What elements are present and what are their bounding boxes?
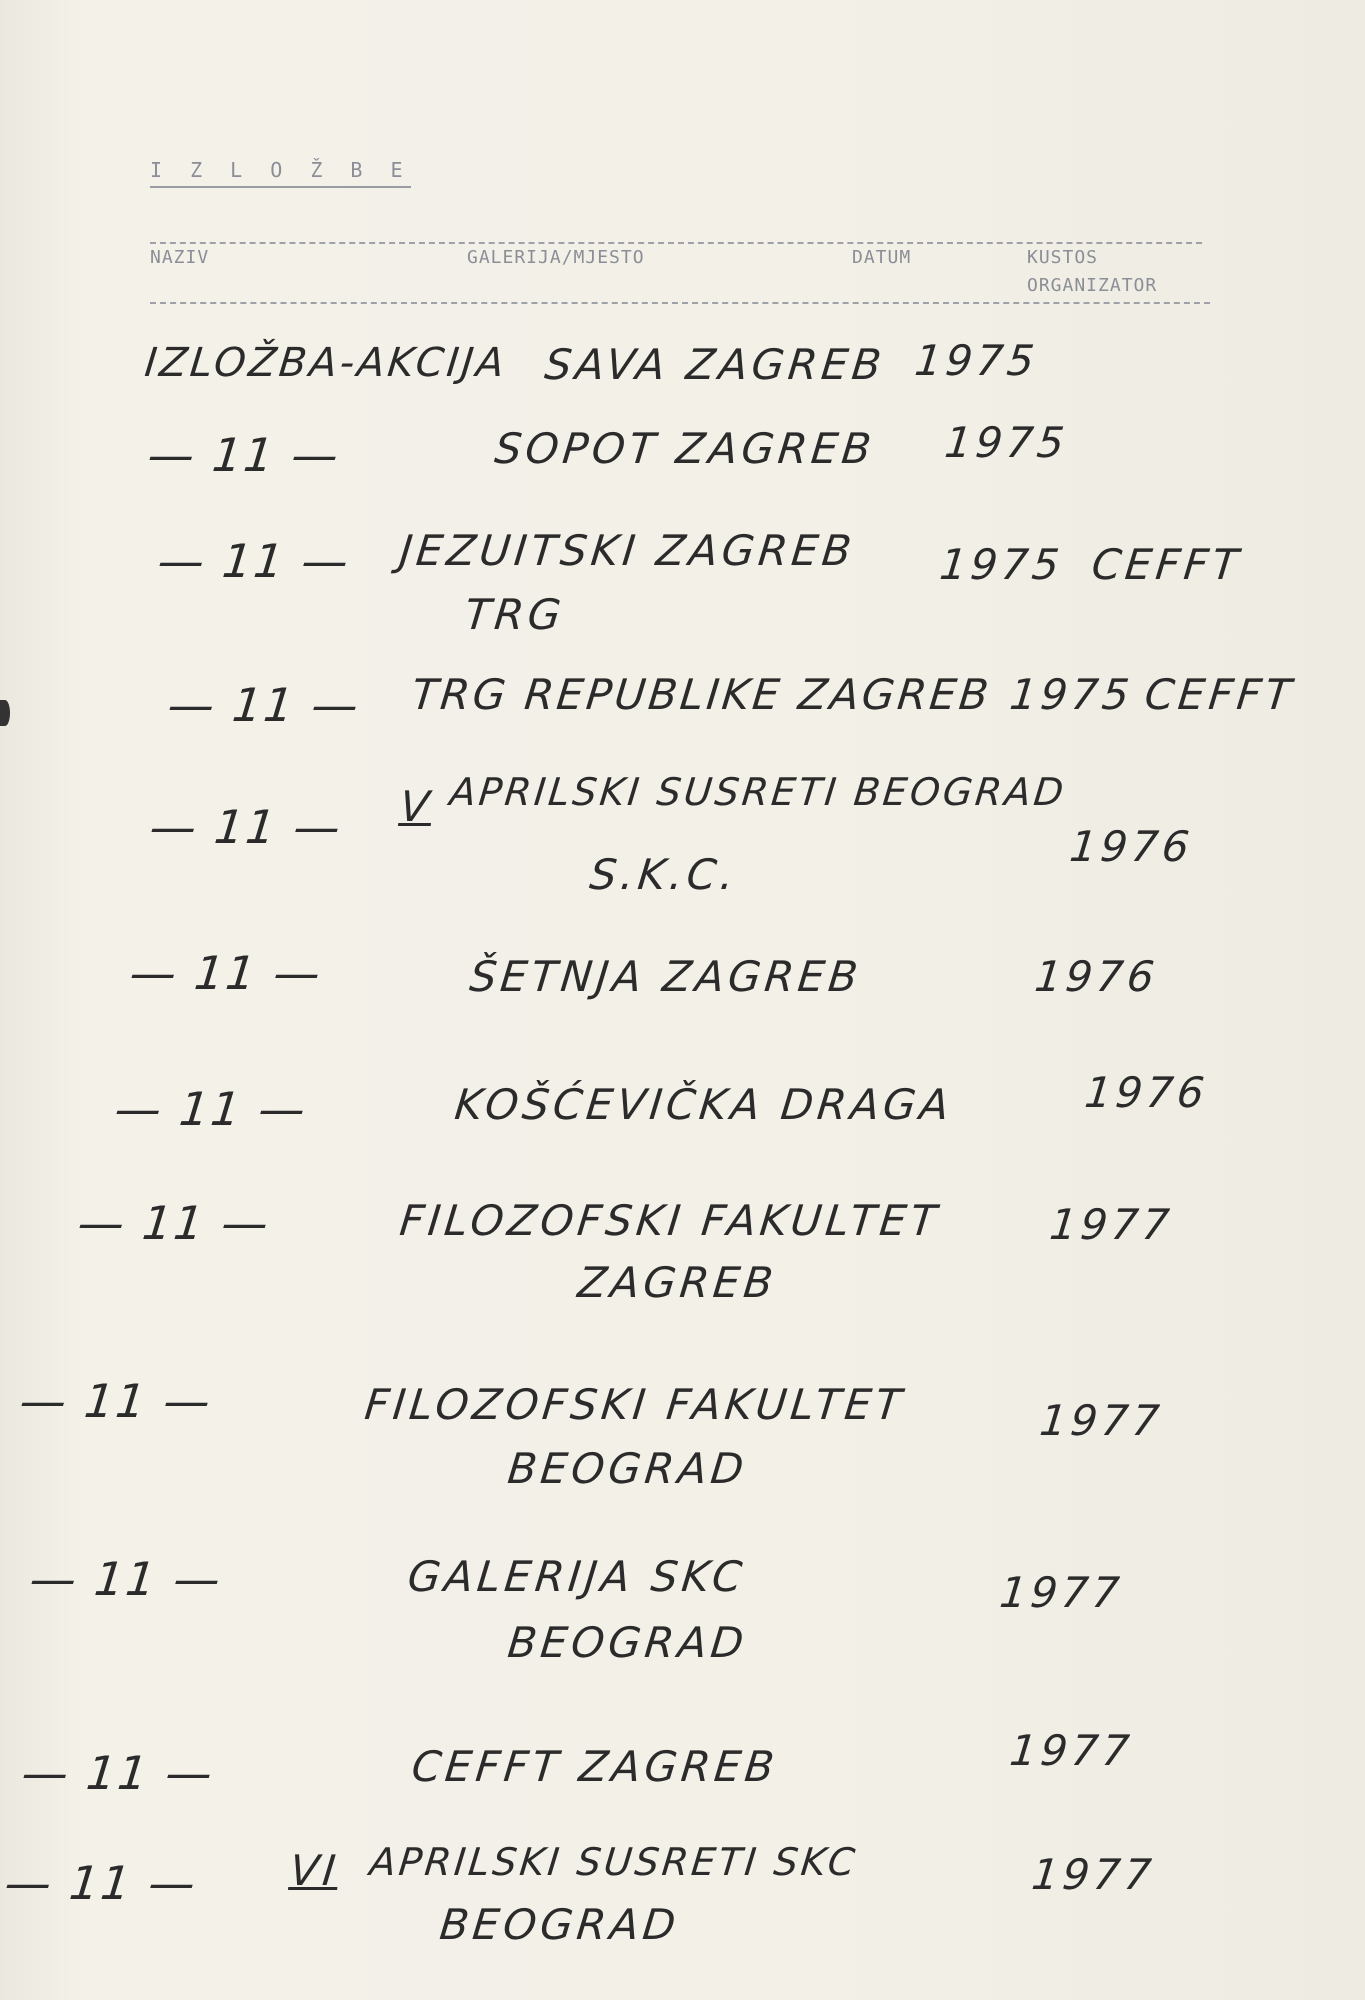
entry-naziv-ditto: — 11 — [147, 800, 345, 854]
entry-mjesto-line2: TRG [462, 590, 567, 639]
entry-mjesto: TRG REPUBLIKE ZAGREB [409, 670, 994, 719]
punch-hole [0, 700, 10, 726]
entry-mjesto: APRILSKI SUSRETI SKC [367, 1840, 860, 1884]
entry-mjesto: APRILSKI SUSRETI BEOGRAD [447, 770, 1069, 814]
entry-datum: 1975 [942, 418, 1071, 467]
column-header-organizator: ORGANIZATOR [1027, 275, 1158, 296]
entry-naziv-ditto: — 11 — [145, 428, 343, 482]
entry-mjesto: JEZUITSKI ZAGREB [397, 526, 858, 575]
column-header-kustos: KUSTOS [1027, 247, 1099, 268]
entry-mjesto: FILOZOFSKI FAKULTET [397, 1196, 943, 1245]
entry-naziv-ditto: — 11 — [19, 1746, 217, 1800]
entry-mjesto-line2: BEOGRAD [505, 1444, 750, 1493]
entry-mjesto-line2: S.K.C. [587, 850, 741, 899]
entry-datum: 1977 [1029, 1850, 1158, 1899]
entry-datum: 1976 [1082, 1068, 1211, 1117]
entry-mjesto: SOPOT ZAGREB [492, 424, 878, 473]
entry-mjesto: FILOZOFSKI FAKULTET [362, 1380, 908, 1429]
entry-mjesto-line2: BEOGRAD [505, 1618, 750, 1667]
entry-datum: 1977 [1007, 1726, 1136, 1775]
entry-datum: 1977 [1047, 1200, 1176, 1249]
entry-mjesto: KOŠĆEVIČKA DRAGA [452, 1080, 956, 1129]
entry-naziv-ditto: — 11 — [127, 946, 325, 1000]
column-header-naziv: NAZIV [150, 247, 210, 268]
entry-naziv-ditto: — 11 — [27, 1552, 225, 1606]
entry-datum: 1977 [997, 1568, 1126, 1617]
entry-naziv-ditto: — 11 — [165, 678, 363, 732]
entry-mjesto: CEFFT ZAGREB [409, 1742, 781, 1791]
header-top-rule [150, 242, 1202, 244]
document-title: I Z L O Ž B E [150, 158, 411, 188]
entry-naziv-ditto: — 11 — [155, 534, 353, 588]
entry-mjesto-roman-numeral: V [397, 782, 436, 831]
entry-datum: 1976 [1067, 822, 1196, 871]
header-bottom-rule [150, 302, 1210, 304]
column-header-datum: DATUM [852, 247, 912, 268]
entry-naziv-ditto: — 11 — [17, 1374, 215, 1428]
entry-datum: 1975 [912, 336, 1041, 385]
entry-datum: 1975 [937, 540, 1066, 589]
entry-naziv-ditto: — 11 — [112, 1082, 310, 1136]
entry-datum: 1976 [1032, 952, 1161, 1001]
entry-naziv-ditto: — 11 — [2, 1856, 200, 1910]
entry-mjesto-roman-numeral: VI [287, 1846, 342, 1895]
entry-mjesto-line2: BEOGRAD [437, 1900, 682, 1949]
entry-kustos: CEFFT [1089, 540, 1245, 589]
column-header-galerija: GALERIJA/MJESTO [467, 247, 645, 268]
entry-mjesto-line2: ZAGREB [575, 1258, 780, 1307]
entry-kustos: CEFFT [1142, 670, 1298, 719]
entry-datum: 1975 [1007, 670, 1136, 719]
entry-mjesto: GALERIJA SKC [405, 1552, 749, 1601]
entry-naziv-ditto: — 11 — [75, 1196, 273, 1250]
entry-datum: 1977 [1037, 1396, 1166, 1445]
entry-naziv: IZLOŽBA-AKCIJA [142, 340, 510, 386]
entry-mjesto: ŠETNJA ZAGREB [467, 952, 864, 1001]
entry-mjesto: SAVA ZAGREB [542, 340, 888, 389]
